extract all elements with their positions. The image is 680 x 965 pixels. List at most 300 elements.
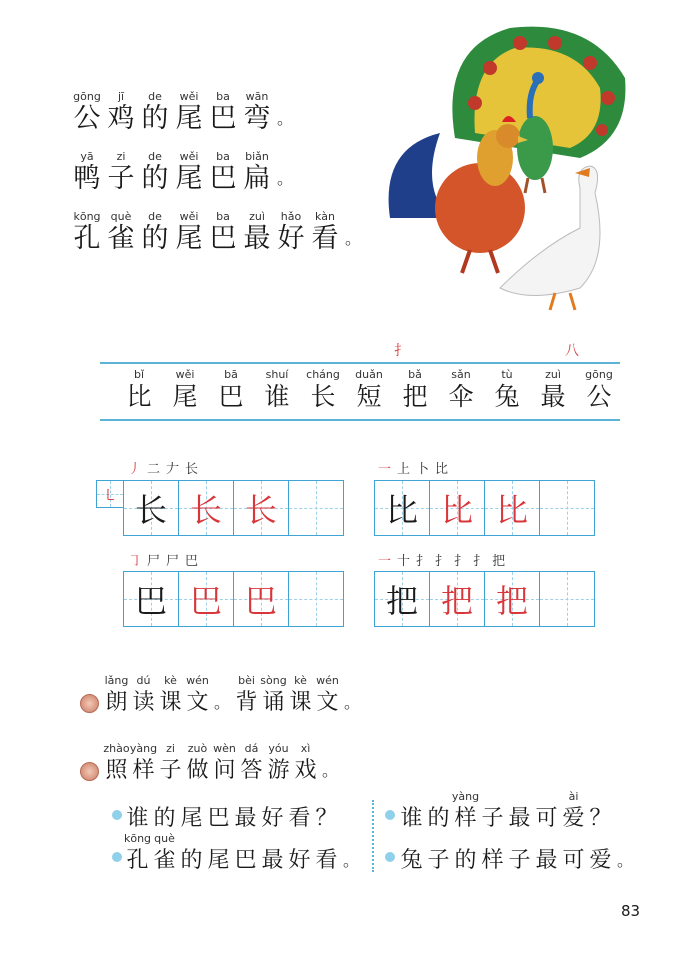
dialogue-divider (372, 800, 374, 872)
pinyin: què (154, 832, 175, 845)
hanzi: 最 (535, 848, 558, 873)
hanzi: 。 (344, 229, 361, 248)
hanzi: 游 (267, 758, 290, 783)
char-column (70, 90, 104, 134)
char-column (206, 150, 240, 194)
hanzi: 的 (141, 163, 169, 194)
blank-practice-cell[interactable] (540, 572, 594, 626)
hanzi: 谁 (400, 806, 423, 831)
char-column (157, 742, 184, 786)
hanzi: 公 (73, 103, 101, 134)
hanzi: 的 (153, 806, 176, 831)
blank-practice-cell[interactable] (540, 481, 594, 535)
char-column (587, 790, 614, 834)
model-character-cell (179, 481, 234, 535)
rooster (389, 116, 528, 273)
pinyin: sòng (260, 674, 287, 687)
stroke-step: 巴 (185, 554, 199, 569)
exercise-seal-icon (80, 694, 99, 713)
hanzi: 可 (535, 806, 558, 831)
model-character: 巴 (134, 582, 167, 620)
pinyin: biǎn (245, 150, 269, 163)
char-column (124, 832, 151, 876)
model-character: 长 (189, 491, 222, 529)
char-column (138, 150, 172, 194)
hanzi: 巴 (209, 103, 237, 134)
model-character: 比 (440, 491, 473, 529)
hanzi: 照 (105, 758, 128, 783)
stroke-step: ㇆ (128, 554, 142, 569)
char-column (506, 790, 533, 834)
hanzi: 可 (562, 848, 585, 873)
hanzi: 看 (288, 806, 311, 831)
char-column (172, 90, 206, 134)
hanzi: 的 (180, 848, 203, 873)
hanzi: 尾 (207, 848, 230, 873)
char-column (103, 674, 130, 718)
char-column (104, 150, 138, 194)
char-column (560, 790, 587, 834)
writing-grid-chang (123, 480, 344, 536)
hanzi: 伞 (448, 382, 474, 411)
pinyin: wān (245, 90, 269, 103)
model-character-cell (124, 572, 179, 626)
hanzi: 兔 (400, 848, 423, 873)
hanzi: 孔 (126, 848, 149, 873)
char-column (233, 674, 260, 718)
pinyin: wěi (179, 210, 199, 223)
char-column (587, 832, 614, 876)
hanzi: 。 (343, 693, 360, 712)
hanzi: 读 (132, 690, 155, 715)
hanzi: 公 (586, 382, 612, 411)
hanzi: ？ (315, 806, 338, 831)
hanzi: 子 (508, 848, 531, 873)
char-column (232, 832, 259, 876)
model-character: 把 (385, 582, 418, 620)
hanzi: 的 (427, 806, 450, 831)
animals-illustration (380, 18, 635, 323)
pinyin: yóu (268, 742, 289, 755)
hanzi: 比 (126, 382, 152, 411)
char-column (313, 832, 340, 876)
pinyin: kè (294, 674, 307, 687)
hanzi: 鸡 (107, 103, 135, 134)
stroke-order-chang (128, 458, 198, 477)
hanzi: 最 (540, 382, 566, 411)
page-number: 83 (621, 902, 641, 920)
stroke-step: 长 (185, 462, 199, 477)
hanzi: 看 (315, 848, 338, 873)
stroke-step: 扌 (473, 554, 487, 569)
model-character-cell (375, 481, 430, 535)
hanzi: 鸭 (73, 163, 101, 194)
model-character: 巴 (244, 582, 277, 620)
char-column (308, 210, 342, 254)
dialogue-right-question (398, 790, 614, 834)
char-column (103, 742, 130, 786)
model-character-cell (179, 572, 234, 626)
pinyin: de (148, 210, 162, 223)
hanzi: 子 (427, 848, 450, 873)
hanzi: 。 (213, 693, 230, 712)
pinyin: yā (80, 150, 94, 163)
model-character-cell (234, 481, 289, 535)
pinyin: yàng (129, 742, 158, 755)
hanzi: 最 (243, 223, 271, 254)
hanzi: 。 (321, 761, 338, 780)
hanzi: 最 (261, 848, 284, 873)
stroke-step: ⼆ (147, 462, 161, 477)
char-column (172, 150, 206, 194)
stroke-step: 十 (397, 554, 411, 569)
answer-bubble-icon (385, 852, 395, 862)
stroke-order-bi (378, 458, 448, 477)
stroke-order-ba (128, 550, 198, 569)
hanzi: 爱 (562, 806, 585, 831)
vocab-bottom-rule (100, 419, 620, 421)
hanzi: 。 (276, 109, 293, 128)
pinyin: jī (117, 90, 125, 103)
char-column (184, 742, 211, 786)
pinyin: lǎng (104, 674, 129, 687)
question-bubble-icon (385, 810, 395, 820)
pinyin: kōng (123, 832, 152, 845)
char-column (178, 832, 205, 876)
pinyin: hǎo (280, 210, 302, 223)
hanzi: 尾 (172, 382, 198, 411)
dialogue-left-answer (124, 832, 362, 876)
char-column (286, 790, 313, 834)
radical-hint-ba: 扌 (394, 343, 408, 359)
stroke-step: 𠂇 (166, 462, 180, 477)
char-column (260, 674, 287, 718)
model-character-cell (124, 481, 179, 535)
pinyin: de (148, 150, 162, 163)
hanzi: 课 (289, 690, 312, 715)
hanzi: 爱 (589, 848, 612, 873)
pinyin: gōng (585, 368, 613, 381)
pinyin: duǎn (355, 368, 383, 381)
stroke-step: ⼘ (416, 462, 430, 477)
char-column (104, 210, 138, 254)
pinyin: ba (216, 210, 230, 223)
model-character: 比 (385, 491, 418, 529)
char-column (560, 832, 587, 876)
stroke-step: 丿 (128, 462, 142, 477)
char-column (398, 790, 425, 834)
hanzi: 问 (213, 758, 236, 783)
char-column (614, 832, 636, 876)
hanzi: 子 (159, 758, 182, 783)
stroke-step: 扌 (435, 554, 449, 569)
hanzi: 子 (107, 163, 135, 194)
pinyin: yàng (451, 790, 480, 803)
small-box (96, 480, 123, 508)
hanzi: 戏 (294, 758, 317, 783)
char-column (240, 150, 274, 194)
stroke-step: ⼫ (166, 554, 180, 569)
model-character-cell (375, 572, 430, 626)
char-column (151, 832, 178, 876)
model-character-cell (485, 572, 540, 626)
char-column (341, 674, 363, 718)
hanzi: 谁 (126, 806, 149, 831)
char-column (533, 790, 560, 834)
char-column (274, 90, 296, 134)
char-column (425, 832, 452, 876)
hanzi: 背 (235, 690, 258, 715)
char-column (157, 674, 184, 718)
hanzi: 尾 (180, 806, 203, 831)
hanzi: ？ (589, 806, 612, 831)
pinyin: zuì (249, 210, 265, 223)
char-column (130, 674, 157, 718)
instruction-qa-game (103, 742, 341, 786)
pinyin: xì (300, 742, 311, 755)
model-character: 比 (495, 491, 528, 529)
extra-stroke-cell: ㇄ (97, 481, 123, 507)
hanzi: 样 (454, 806, 477, 831)
stroke-order-ba-hold (378, 550, 505, 569)
pinyin: tù (501, 368, 513, 381)
writing-grid-ba-hold (374, 571, 595, 627)
model-character: 长 (134, 491, 167, 529)
char-column (274, 210, 308, 254)
char-column (130, 742, 157, 786)
char-column (138, 210, 172, 254)
char-column (300, 368, 346, 412)
pinyin: kè (164, 674, 177, 687)
pinyin: zhào (103, 742, 130, 755)
pinyin: kōng (73, 210, 101, 223)
hanzi: 。 (342, 851, 359, 870)
char-column (342, 210, 364, 254)
hanzi: 巴 (207, 806, 230, 831)
hanzi: 弯 (243, 103, 271, 134)
pinyin: de (148, 90, 162, 103)
model-character: 把 (495, 582, 528, 620)
char-column (104, 90, 138, 134)
char-column (576, 368, 622, 412)
pinyin: wěi (179, 90, 199, 103)
stroke-step: 上 (397, 462, 411, 477)
hanzi: 长 (310, 382, 336, 411)
pinyin: bā (224, 368, 238, 381)
char-column (287, 674, 314, 718)
pinyin: dá (244, 742, 259, 755)
exercise-seal-icon (80, 762, 99, 781)
char-column (206, 90, 240, 134)
hanzi: 尾 (175, 103, 203, 134)
pinyin: wěi (175, 368, 195, 381)
char-column (232, 790, 259, 834)
char-column (506, 832, 533, 876)
char-column (240, 210, 274, 254)
vocab-top-rule (100, 362, 620, 364)
char-column (205, 832, 232, 876)
char-column (124, 790, 151, 834)
pinyin: dú (136, 674, 151, 687)
char-column (530, 368, 576, 412)
hanzi: 。 (276, 169, 293, 188)
pinyin: què (110, 210, 132, 223)
char-column (479, 790, 506, 834)
model-character-cell (430, 481, 485, 535)
hanzi: 样 (132, 758, 155, 783)
hanzi: 答 (240, 758, 263, 783)
pinyin: zi (116, 150, 126, 163)
pinyin: gōng (73, 90, 101, 103)
writing-grid-ba (123, 571, 344, 627)
char-column (313, 790, 340, 834)
char-column (319, 742, 341, 786)
char-column (438, 368, 484, 412)
poem-line-2 (70, 150, 296, 194)
stroke-step: 把 (492, 554, 506, 569)
blank-practice-cell[interactable] (289, 481, 343, 535)
hanzi: 的 (454, 848, 477, 873)
char-column (452, 790, 479, 834)
pinyin: zuò (187, 742, 208, 755)
char-column (398, 832, 425, 876)
pinyin: cháng (306, 368, 340, 381)
char-column (211, 674, 233, 718)
pinyin: wèn (213, 742, 236, 755)
char-column (259, 832, 286, 876)
hanzi: 文 (186, 690, 209, 715)
hanzi: 尾 (175, 163, 203, 194)
hanzi: 好 (288, 848, 311, 873)
pinyin: bǐ (133, 368, 145, 381)
char-column (254, 368, 300, 412)
instruction-read-recite (103, 674, 363, 718)
dialogue-left-question (124, 790, 340, 834)
stroke-step: 比 (435, 462, 449, 477)
stroke-step: 扌 (454, 554, 468, 569)
hanzi: 做 (186, 758, 209, 783)
pinyin: shuí (265, 368, 289, 381)
pinyin: ài (568, 790, 579, 803)
hanzi: 。 (616, 851, 633, 870)
char-column (205, 790, 232, 834)
char-column (240, 90, 274, 134)
char-column (116, 368, 162, 412)
stroke-step: 一 (378, 462, 392, 477)
char-column (208, 368, 254, 412)
char-column (340, 832, 362, 876)
blank-practice-cell[interactable] (289, 572, 343, 626)
pinyin: wěi (179, 150, 199, 163)
hanzi: 的 (141, 103, 169, 134)
hanzi: 的 (141, 223, 169, 254)
pinyin: wén (186, 674, 209, 687)
hanzi: 短 (356, 382, 382, 411)
char-column (162, 368, 208, 412)
char-column (172, 210, 206, 254)
char-column (265, 742, 292, 786)
model-character-cell (234, 572, 289, 626)
char-column (151, 790, 178, 834)
hanzi: 子 (481, 806, 504, 831)
char-column (238, 742, 265, 786)
hanzi: 雀 (153, 848, 176, 873)
char-column (314, 674, 341, 718)
char-column (484, 368, 530, 412)
model-character: 长 (244, 491, 277, 529)
pinyin: zuì (545, 368, 561, 381)
pinyin: zi (166, 742, 175, 755)
hanzi: 巴 (209, 223, 237, 254)
stroke-step: ⼫ (147, 554, 161, 569)
hanzi: 谁 (264, 382, 290, 411)
char-column (259, 790, 286, 834)
pinyin: sǎn (451, 368, 471, 381)
char-column (425, 790, 452, 834)
char-column (138, 90, 172, 134)
stroke-step: 扌 (416, 554, 430, 569)
hanzi: 朗 (105, 690, 128, 715)
question-bubble-icon (112, 810, 122, 820)
hanzi: 好 (261, 806, 284, 831)
writing-grid-bi (374, 480, 595, 536)
pinyin: kàn (315, 210, 335, 223)
hanzi: 巴 (218, 382, 244, 411)
char-column (286, 832, 313, 876)
hanzi: 最 (508, 806, 531, 831)
poem-line-1 (70, 90, 296, 134)
char-column (178, 790, 205, 834)
char-column (70, 150, 104, 194)
hanzi: 看 (311, 223, 339, 254)
hanzi: 巴 (209, 163, 237, 194)
model-character: 把 (440, 582, 473, 620)
hanzi: 巴 (234, 848, 257, 873)
hanzi: 文 (316, 690, 339, 715)
hanzi: 把 (402, 382, 428, 411)
char-column (452, 832, 479, 876)
char-column (533, 832, 560, 876)
char-column (292, 742, 319, 786)
radical-hint-gong: 八 (565, 343, 579, 359)
hanzi: 扁 (243, 163, 271, 194)
vocab-characters (116, 368, 622, 412)
poem-line-3 (70, 210, 364, 254)
pinyin: ba (216, 90, 230, 103)
char-column (346, 368, 392, 412)
hanzi: 课 (159, 690, 182, 715)
pinyin: ba (216, 150, 230, 163)
pinyin: wén (316, 674, 339, 687)
hanzi: 诵 (262, 690, 285, 715)
hanzi: 雀 (107, 223, 135, 254)
hanzi: 兔 (494, 382, 520, 411)
char-column (211, 742, 238, 786)
model-character: 巴 (189, 582, 222, 620)
hanzi: 最 (234, 806, 257, 831)
hanzi: 样 (481, 848, 504, 873)
answer-bubble-icon (112, 852, 122, 862)
dialogue-right-answer (398, 832, 636, 876)
char-column (70, 210, 104, 254)
model-character-cell (485, 481, 540, 535)
char-column (184, 674, 211, 718)
stroke-step: 一 (378, 554, 392, 569)
char-column (206, 210, 240, 254)
pinyin: bèi (238, 674, 255, 687)
hanzi: 尾 (175, 223, 203, 254)
char-column (274, 150, 296, 194)
